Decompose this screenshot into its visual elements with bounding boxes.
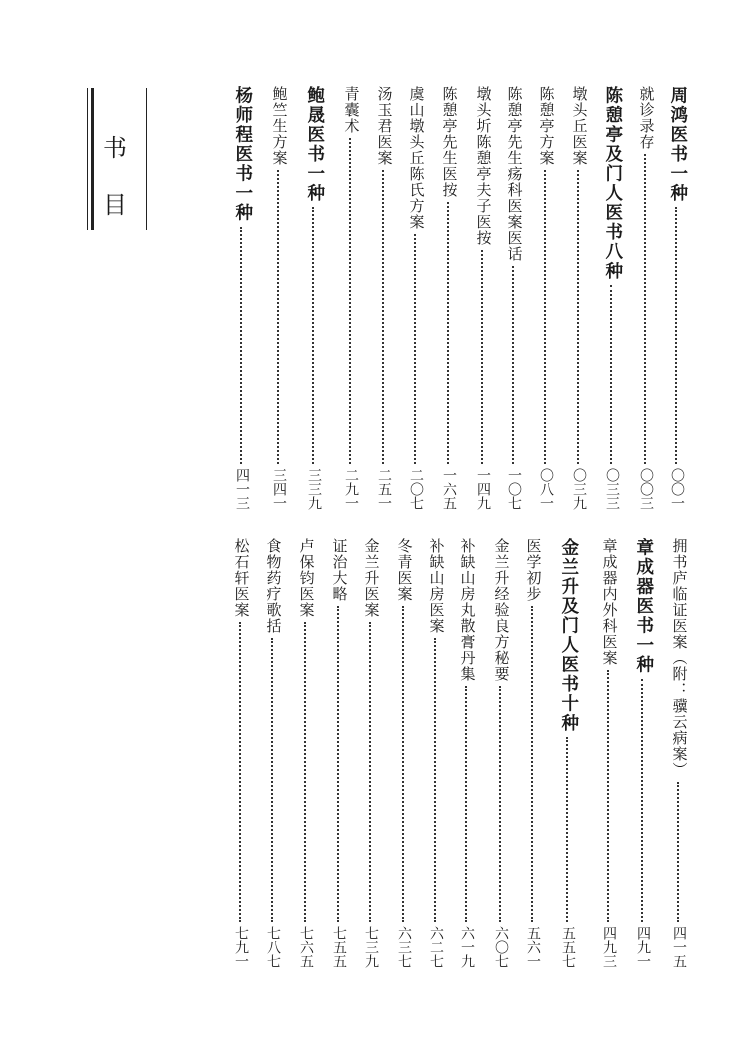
toc-section-heading	[302, 86, 326, 510]
toc-page-number: 一四九	[475, 468, 491, 510]
side-title	[103, 128, 127, 220]
toc-page-number: 三四一	[271, 468, 287, 510]
toc-section-heading	[600, 86, 624, 510]
leader-dots	[566, 737, 570, 922]
toc-entry	[455, 538, 479, 968]
toc-section-heading	[665, 86, 689, 510]
toc-page-number: 六三七	[396, 926, 412, 968]
toc-entry	[521, 538, 545, 968]
toc-entry-title: 就诊录存	[637, 86, 656, 150]
toc-section-heading	[631, 538, 655, 968]
leader-dots	[382, 170, 386, 464]
leader-dots	[402, 606, 406, 922]
toc-page-number: 七八七	[265, 926, 281, 968]
toc-page-number: 〇〇三	[638, 468, 654, 510]
toc-entry-title: 金兰升及门人医书十种	[558, 538, 579, 733]
toc-page-number: 二〇七	[408, 468, 424, 510]
toc-entry-title: 金兰升医案	[362, 538, 381, 618]
frame-line	[146, 88, 147, 230]
toc-entry-title: 汤玉君医案	[375, 86, 394, 166]
toc-entry-title: 陈憩亭先生医按	[440, 86, 459, 198]
leader-dots	[337, 606, 341, 922]
toc-entry	[339, 86, 363, 510]
leader-dots	[277, 170, 281, 464]
toc-entry-title: 冬青医案	[395, 538, 414, 602]
toc-page-number: 〇八一	[538, 468, 554, 510]
toc-page-number: 二五一	[376, 468, 392, 510]
toc-page-number: 四一五	[671, 926, 687, 968]
leader-dots	[644, 154, 648, 464]
toc-entry-title: 墩头圻陈憩亭夫子医按	[474, 86, 493, 246]
toc-page-number: 四一三	[234, 468, 250, 510]
toc-page-number: 二九一	[343, 468, 359, 510]
leader-dots	[447, 202, 451, 464]
toc-entry	[294, 538, 318, 968]
leader-dots	[304, 622, 308, 922]
leader-dots	[369, 622, 373, 922]
leader-dots	[434, 638, 438, 922]
toc-entry	[229, 538, 253, 968]
toc-entry-title: 补缺山房丸散膏丹集	[458, 538, 477, 682]
toc-entry	[634, 86, 658, 510]
leader-dots	[577, 170, 581, 464]
leader-dots	[239, 622, 243, 922]
toc-entry-title: 医学初步	[524, 538, 543, 602]
toc-section-heading	[556, 538, 580, 968]
toc-entry-title: 周鸿医书一种	[667, 86, 688, 203]
leader-dots	[675, 207, 679, 464]
leader-dots	[499, 686, 503, 922]
toc-entry-title: 证治大略	[330, 538, 349, 602]
toc-entry	[372, 86, 396, 510]
toc-entry	[359, 538, 383, 968]
leader-dots	[677, 782, 681, 922]
toc-entry-title: 补缺山房医案	[427, 538, 446, 634]
toc-entry-title: 陈憩亭先生疡科医案医话	[505, 86, 524, 262]
toc-page-number: 三三九	[306, 468, 322, 510]
leader-dots	[544, 170, 548, 464]
toc-page-number: 〇三九	[571, 468, 587, 510]
toc-page-number: 〇〇一	[669, 468, 685, 510]
toc-entry	[667, 538, 691, 968]
frame-line	[91, 88, 94, 230]
toc-entry	[597, 538, 621, 968]
leader-dots	[465, 686, 469, 922]
leader-dots	[641, 679, 645, 923]
toc-entry	[327, 538, 351, 968]
leader-dots	[349, 138, 353, 464]
toc-page-number: 一六五	[441, 468, 457, 510]
toc-page-number: 四九一	[635, 926, 651, 968]
toc-entry-title: 虞山墩头丘陈氏方案	[407, 86, 426, 230]
toc-entry-title: 杨师程医书一种	[232, 86, 253, 223]
leader-dots	[512, 266, 516, 464]
toc-entry-title: 食物药疗歌括	[264, 538, 283, 634]
toc-entry	[424, 538, 448, 968]
toc-entry-title: 松石轩医案	[232, 538, 251, 618]
leader-dots	[312, 207, 316, 464]
toc-entry-title: 陈憩亭方案	[537, 86, 556, 166]
toc-section-heading	[230, 86, 254, 510]
toc-entry	[502, 86, 526, 510]
toc-entry	[471, 86, 495, 510]
toc-page-number: 七九一	[233, 926, 249, 968]
leader-dots	[531, 606, 535, 922]
toc-page-number: 六一九	[459, 926, 475, 968]
toc-entry	[489, 538, 513, 968]
toc-entry	[267, 86, 291, 510]
leader-dots	[481, 250, 485, 464]
leader-dots	[240, 227, 244, 465]
toc-entry-title: 陈憩亭及门人医书八种	[602, 86, 623, 281]
toc-page-number: 五六一	[525, 926, 541, 968]
toc-entry-title: 拥书庐临证医案（附：骥云病案）	[670, 538, 689, 778]
toc-page-number: 七六五	[298, 926, 314, 968]
toc-page-number: 一〇七	[506, 468, 522, 510]
toc-entry-title: 鲍竺生方案	[270, 86, 289, 166]
toc-entry-title: 墩头丘医案	[570, 86, 589, 166]
toc-entry-title: 鲍晟医书一种	[304, 86, 325, 203]
toc-page-number: 七三九	[363, 926, 379, 968]
toc-entry-title: 金兰升经验良方秘要	[492, 538, 511, 682]
toc-entry	[261, 538, 285, 968]
toc-entry	[437, 86, 461, 510]
toc-page-number: 四九三	[601, 926, 617, 968]
toc-page-number: 七五五	[331, 926, 347, 968]
leader-dots	[607, 670, 611, 922]
toc-entry	[392, 538, 416, 968]
leader-dots	[610, 285, 614, 464]
leader-dots	[414, 234, 418, 464]
toc-entry	[534, 86, 558, 510]
toc-entry	[567, 86, 591, 510]
toc-entry	[404, 86, 428, 510]
toc-page-number: 〇三三	[604, 468, 620, 510]
side-title-char: 目	[103, 191, 127, 219]
leader-dots	[271, 638, 275, 922]
toc-entry-title: 章成器内外科医案	[600, 538, 619, 666]
toc-page-number: 六二七	[428, 926, 444, 968]
frame-line	[87, 88, 88, 230]
toc-entry-title: 青囊术	[342, 86, 361, 134]
toc-page-number: 六〇七	[493, 926, 509, 968]
toc-entry-title: 章成器医书一种	[633, 538, 654, 675]
toc-entry-title: 卢保钧医案	[297, 538, 316, 618]
toc-page-number: 五五七	[560, 926, 576, 968]
side-title-char: 书	[103, 134, 127, 162]
